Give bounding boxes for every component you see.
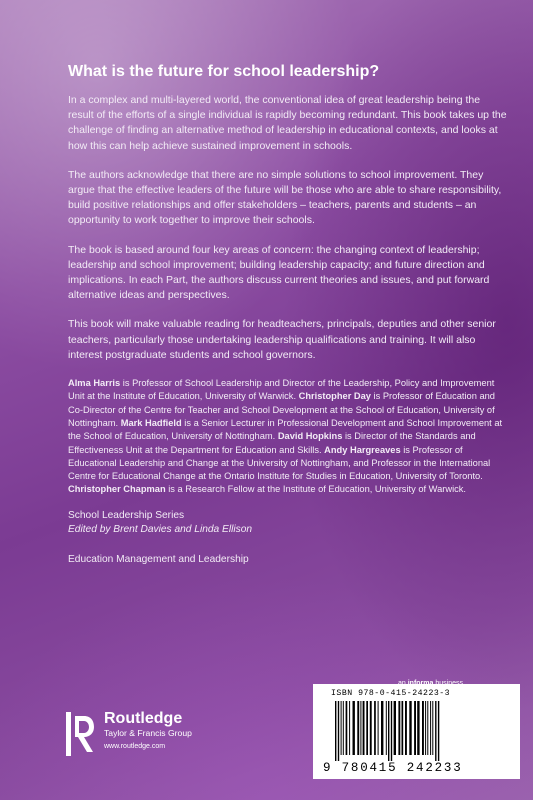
blurb-paragraph-3: The book is based around four key areas of concern: the changing context of leadership; leadership and school improvement; building leadership capacity; and future direction and implications. In each Part, the authors discuss current theories and issues, and put forward alternative ideas and perspectives. xyxy=(68,243,490,302)
author-name: Mark Hadfield xyxy=(120,417,182,428)
author-bios xyxy=(68,377,508,497)
barcode-digits: 9 780415 242233 xyxy=(323,761,463,775)
author-name: Alma Harris xyxy=(68,378,121,389)
author-bio-text: is Director of the Standards and Effectiveness Unit at the Department for Education and Skills. xyxy=(68,431,476,455)
series-editors: Edited by Brent Davies and Linda Ellison xyxy=(68,523,253,535)
author-name: Andy Hargreaves xyxy=(324,444,401,455)
blurb-paragraph-1: In a complex and multi-layered world, the conventional idea of great leadership being the result of the efforts of a single individual is rapidly becoming redundant. This book takes up the challenge of finding an alternative method of leadership in educational contexts, and looks at how this can help achieve sustained improvement in schools. xyxy=(68,94,507,152)
barcode-bars xyxy=(335,701,505,761)
author-bio-text: is Professor of Educational Leadership and Change at the University of Nottingham, and Professor in the International Centre for Educational Change at the Ontario Institute for Studies in Education, University of Toronto. xyxy=(68,444,491,482)
routledge-logo-icon xyxy=(66,712,96,756)
back-cover-content xyxy=(68,62,508,567)
blurb-paragraph-2: The authors acknowledge that there are no simple solutions to school improvement. They argue that the effective leaders of the future will be those who are able to share responsibility, build positive relationships and offer stakeholders – teachers, parents and students – an opportunity to work together to improve their schools. xyxy=(68,168,502,227)
author-bio-text: is Professor of Education and Co-Director of the Centre for Teacher and School Development at the School of Education, University of Nottingham. xyxy=(68,391,495,428)
isbn-barcode xyxy=(313,684,520,779)
blurb-paragraph-4: This book will make valuable reading for headteachers, principals, deputies and other senior teachers, particularly those undertaking leadership qualifications and training. It will also interest postgraduate students and school governors. xyxy=(68,318,496,361)
cover-heading: What is the future for school leadership? xyxy=(68,63,380,80)
publisher-url: www.routledge.com xyxy=(104,743,166,750)
author-bio-text: is a Research Fellow at the Institute of Education, University of Warwick. xyxy=(165,484,467,495)
subject-category: Education Management and Leadership xyxy=(68,553,249,565)
author-name: David Hopkins xyxy=(277,431,343,442)
publisher-block xyxy=(104,709,192,753)
author-bio-text: is Professor of School Leadership and Director of the Leadership, Policy and Improvement Unit at the Institute of Education, University of Warwick. xyxy=(68,378,495,402)
publisher-group: Taylor & Francis Group xyxy=(104,728,192,738)
author-name: Christopher Day xyxy=(298,391,371,402)
publisher-name: Routledge xyxy=(104,710,183,727)
author-bio-text: is a Senior Lecturer in Professional Development and School Improvement at the School of Education, University of Nottingham. xyxy=(68,417,503,442)
isbn-label: ISBN 978-0-415-24223-3 xyxy=(331,689,451,698)
author-name: Christopher Chapman xyxy=(68,484,166,495)
series-title: School Leadership Series xyxy=(68,509,185,521)
